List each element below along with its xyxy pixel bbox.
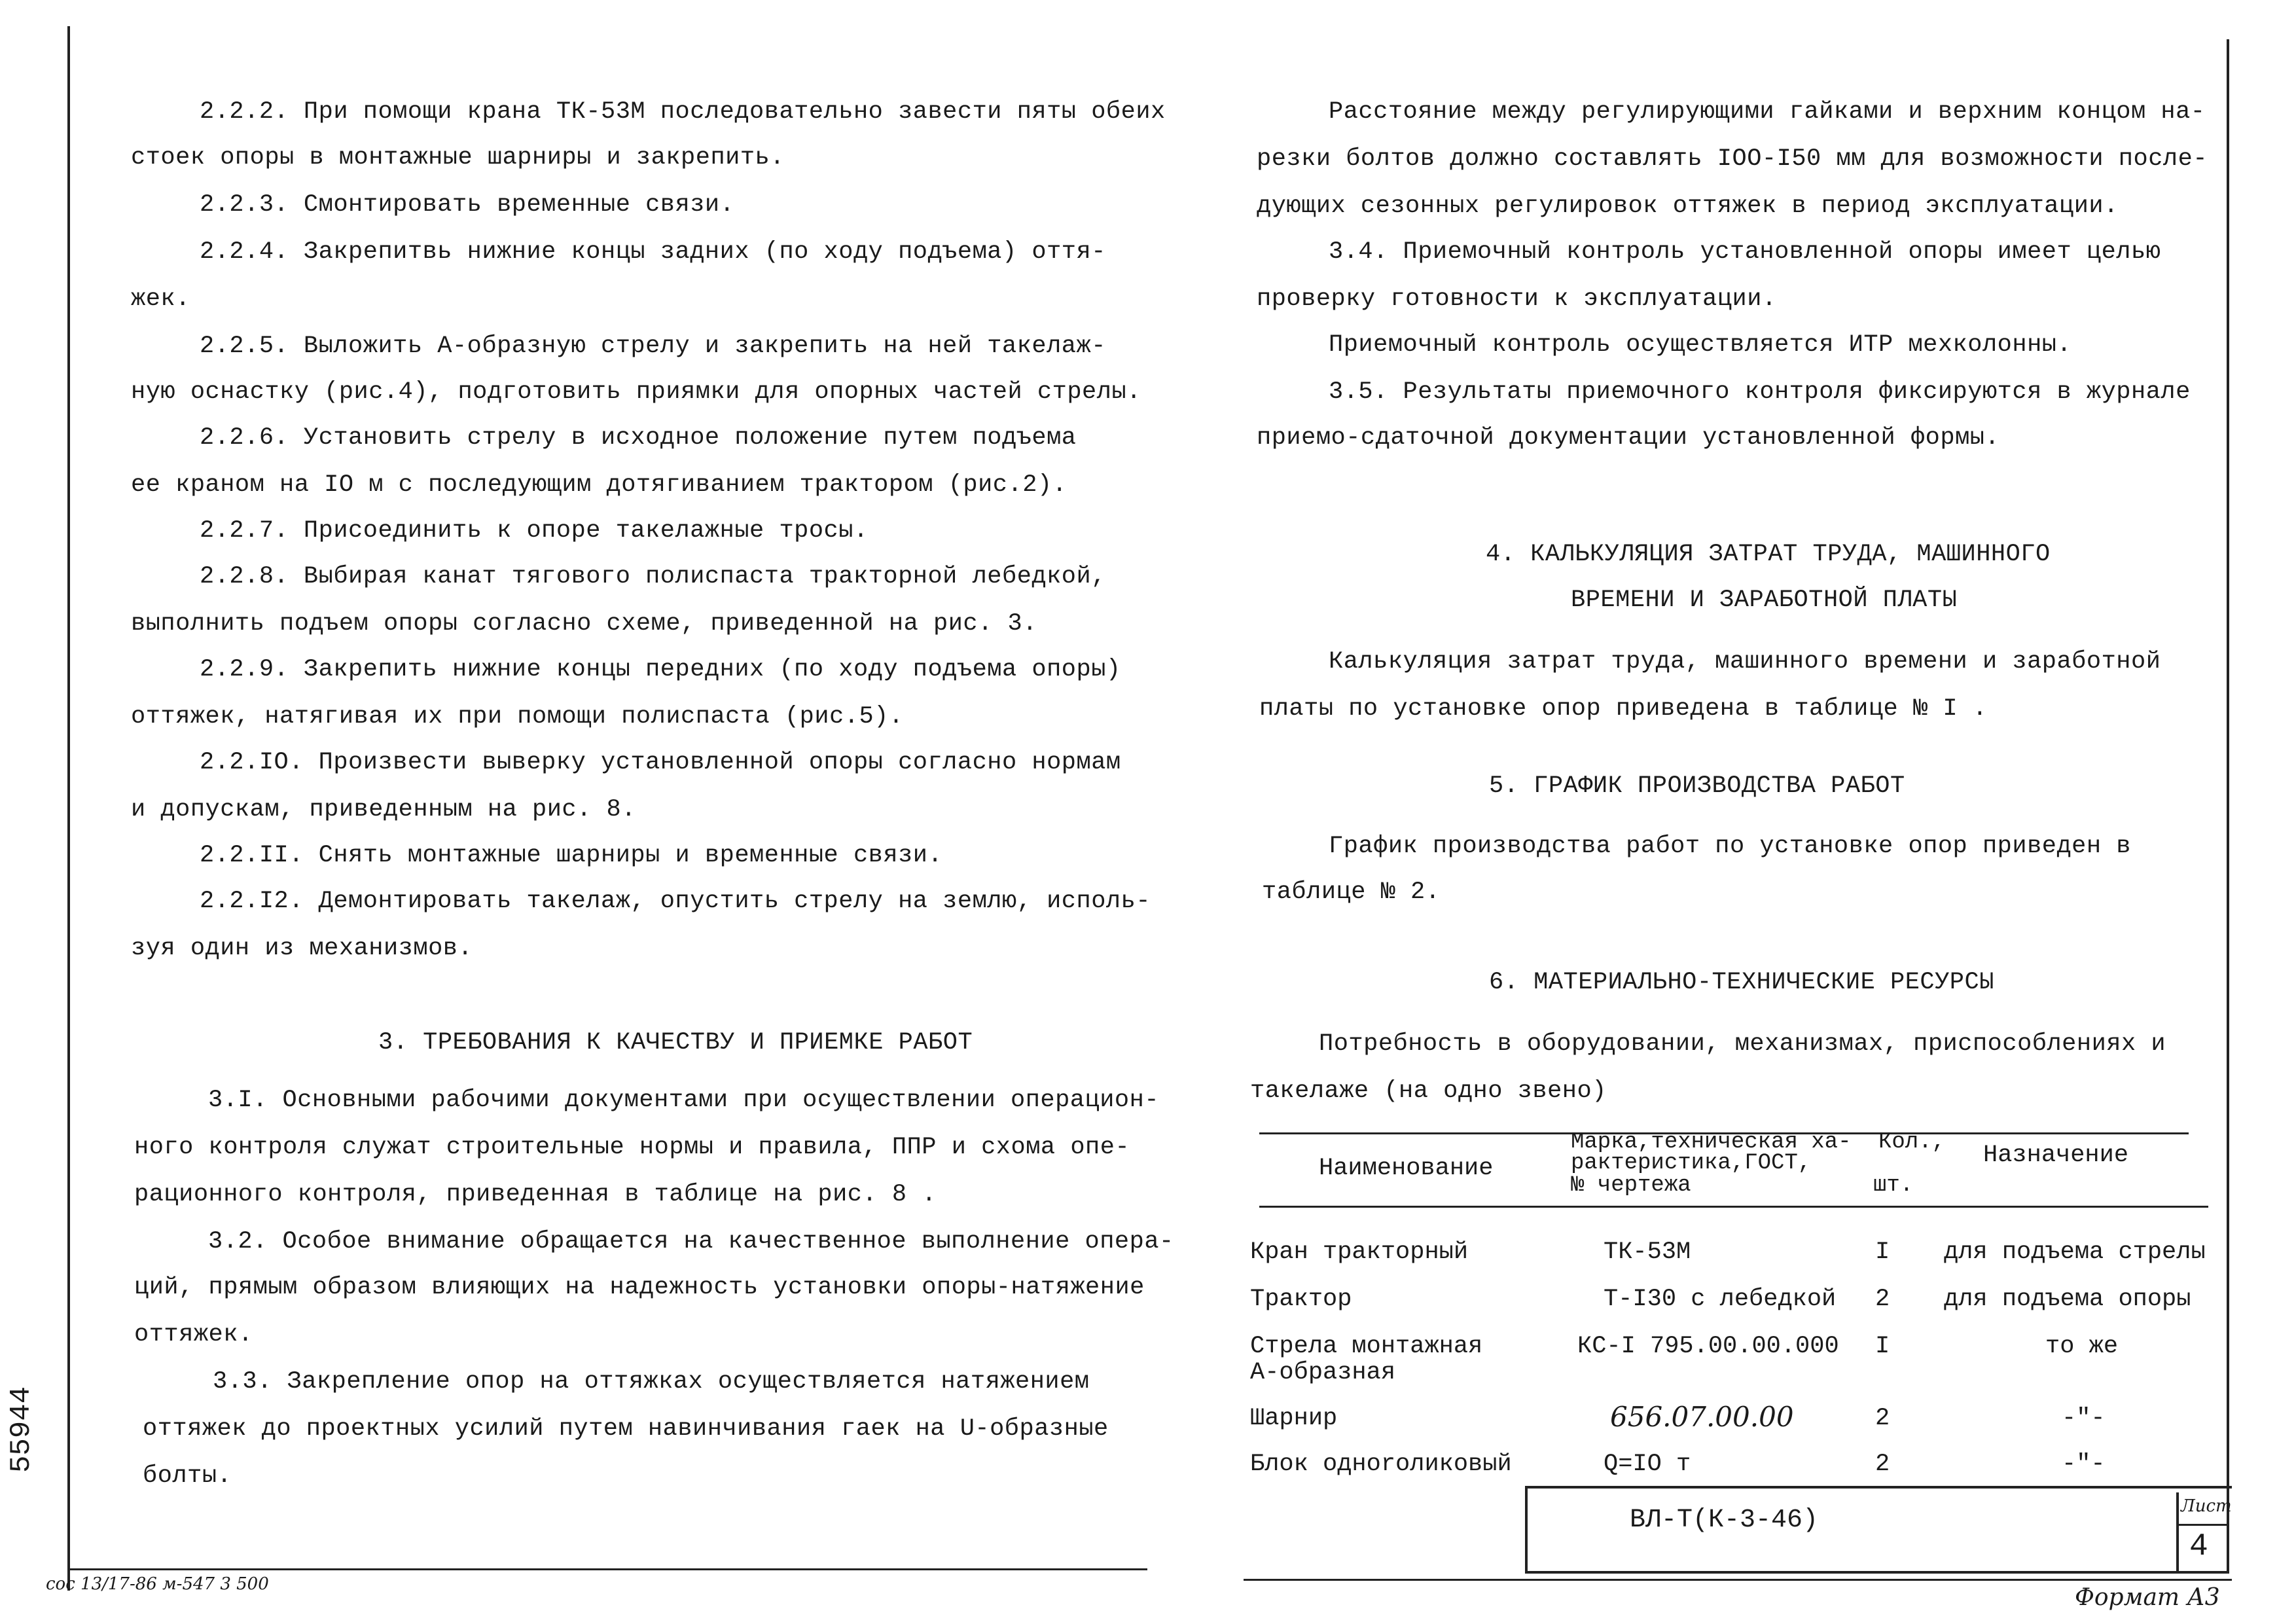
sheet-label: Лист bbox=[2181, 1496, 2232, 1516]
left-line-2: стоек опоры в монтажные шарниры и закрепить. bbox=[131, 144, 785, 171]
section-6-line-2: такелаже (на одно звено) bbox=[1250, 1077, 1607, 1105]
table-row-1-mark: ТК-53М bbox=[1604, 1238, 1691, 1266]
left-line-14: оттяжек, натягивая их при помощи полиспаста (рис.5). bbox=[131, 703, 904, 731]
section-3-line-7: 3.3. Закрепление опор на оттяжках осуществляется натяжением bbox=[213, 1368, 1090, 1396]
left-line-8: 2.2.6. Установить стрелу в исходное положение путем подъема bbox=[200, 424, 1077, 452]
right-line-8: приемо-сдаточной документации установленной формы. bbox=[1257, 424, 2000, 452]
table-row-2-qty: 2 bbox=[1875, 1286, 1890, 1313]
table-row-1-purpose: для подъема стрелы bbox=[1944, 1238, 2206, 1266]
left-line-11: 2.2.8. Выбирая канат тягового полиспаста тракторной лебедкой, bbox=[200, 563, 1106, 590]
section-3-line-1: 3.I. Основными рабочими документами при осуществлении операцион- bbox=[208, 1087, 1160, 1114]
table-row-4-name: Шарнир bbox=[1250, 1405, 1338, 1432]
left-line-13: 2.2.9. Закрепить нижние концы передних (по ходу подъема опоры) bbox=[200, 656, 1121, 683]
section-4-line-2: платы по установке опор приведена в таблице № I . bbox=[1259, 695, 1988, 723]
left-line-7: ную оснастку (рис.4), подготовить приямки для опорных частей стрелы. bbox=[131, 378, 1141, 406]
table-row-5-mark: Q=IO т bbox=[1604, 1451, 1691, 1478]
bottom-print-note bbox=[46, 1574, 269, 1594]
format-label: Формат А3 bbox=[2075, 1584, 2220, 1611]
left-line-16: и допускам, приведенным на рис. 8. bbox=[131, 796, 636, 823]
margin-archive-number-text: 55944 bbox=[5, 1386, 38, 1473]
table-header-qty-1: Кол., bbox=[1878, 1130, 1946, 1155]
section-3-line-6: оттяжек. bbox=[134, 1321, 253, 1348]
table-row-5-name: Блок одноroликовый bbox=[1250, 1451, 1512, 1478]
table-row-1-qty: I bbox=[1875, 1238, 1890, 1266]
table-header-mark-3: № чертежа bbox=[1571, 1173, 1691, 1198]
page-bottom-rule bbox=[1244, 1579, 2232, 1581]
left-line-19: зуя один из механизмов. bbox=[131, 935, 473, 962]
left-line-12: выполнить подъем опоры согласно схеме, приведенной на рис. 3. bbox=[131, 610, 1037, 638]
sheet-number: 4 bbox=[2189, 1529, 2208, 1564]
table-row-4-purpose: -"- bbox=[2062, 1405, 2106, 1432]
left-line-1: 2.2.2. При помощи крана ТК-53М последовательно завести пяты обеих bbox=[200, 98, 1166, 126]
section-3-line-8: оттяжек до проектных усилий путем навинчивания гаек на U-образные bbox=[143, 1415, 1109, 1443]
right-line-7: 3.5. Результаты приемочного контроля фиксируются в журнале bbox=[1329, 378, 2191, 406]
section-6-title: 6. МАТЕРИАЛЬНО-ТЕХНИЧЕСКИЕ РЕСУРСЫ bbox=[1489, 969, 1994, 996]
right-line-6: Приемочный контроль осуществляется ИТР мехколонны. bbox=[1329, 331, 2072, 359]
document-code: ВЛ-Т(К-3-46) bbox=[1630, 1506, 1819, 1535]
section-6-line-1: Потребность в оборудовании, механизмах, приспособлениях и bbox=[1319, 1030, 2166, 1058]
table-header-purpose: Назначение bbox=[1983, 1142, 2129, 1169]
left-line-4: 2.2.4. Закрепитвь нижние концы задних (по ходу подъема) оття- bbox=[200, 238, 1106, 266]
table-row-2-mark: Т-I30 с лебедкой bbox=[1604, 1286, 1837, 1313]
margin-archive-number bbox=[5, 1368, 45, 1473]
right-line-4: 3.4. Приемочный контроль установленной опоры имеет целью bbox=[1329, 238, 2161, 266]
right-frame-line bbox=[2227, 39, 2229, 1571]
table-row-4-qty: 2 bbox=[1875, 1405, 1890, 1432]
table-row-2-name: Трактор bbox=[1250, 1286, 1352, 1313]
left-line-15: 2.2.IO. Произвести выверку установленной опоры согласно нормам bbox=[200, 749, 1121, 776]
sheet-cell-divider bbox=[2176, 1492, 2179, 1571]
table-header-qty-2: шт. bbox=[1873, 1173, 1914, 1198]
right-line-2: резки болтов должно составлять IOO-I50 мм для возможности после- bbox=[1257, 145, 2208, 173]
table-row-3-qty: I bbox=[1875, 1333, 1890, 1360]
left-line-9: ее краном на IO м с последующим дотягиванием трактором (рис.2). bbox=[131, 471, 1067, 499]
left-bottom-line bbox=[67, 1568, 1147, 1570]
right-line-5: проверку готовности к эксплуатации. bbox=[1257, 285, 1777, 313]
table-header-rule bbox=[1259, 1206, 2208, 1208]
left-line-6: 2.2.5. Выложить А-образную стрелу и закрепить на ней такелаж- bbox=[200, 333, 1106, 360]
title-block-bottom-rule bbox=[1525, 1571, 2229, 1574]
section-3-line-3: рационного контроля, приведенная в таблице на рис. 8 . bbox=[134, 1181, 937, 1208]
section-5-line-2: таблице № 2. bbox=[1262, 878, 1441, 906]
table-row-3-purpose: то же bbox=[2045, 1333, 2119, 1360]
section-4-title-line-1: 4. КАЛЬКУЛЯЦИЯ ЗАТРАТ ТРУДА, МАШИННОГО bbox=[1486, 541, 2051, 568]
left-border-line bbox=[67, 26, 70, 1591]
section-5-line-1: График производства работ по установке опор приведен в bbox=[1329, 833, 2131, 860]
left-line-5: жек. bbox=[131, 285, 190, 313]
section-3-line-9: болты. bbox=[143, 1462, 232, 1490]
section-3-title: 3. ТРЕБОВАНИЯ К КАЧЕСТВУ И ПРИЕМКЕ РАБОТ bbox=[378, 1029, 973, 1056]
table-row-5-qty: 2 bbox=[1875, 1451, 1890, 1478]
table-header-mark-1: Марка,техническая ха- bbox=[1571, 1130, 1852, 1155]
section-5-title: 5. ГРАФИК ПРОИЗВОДСТВА РАБОТ bbox=[1489, 772, 1905, 800]
right-line-1: Расстояние между регулирующими гайками и верхним концом на- bbox=[1329, 98, 2206, 126]
left-line-3: 2.2.3. Смонтировать временные связи. bbox=[200, 191, 735, 219]
table-row-4-mark: 656.07.00.00 bbox=[1610, 1401, 1794, 1433]
table-row-3-mark: КС-I 795.00.00.000 bbox=[1577, 1333, 1839, 1360]
table-row-3-name-2: А-образная bbox=[1250, 1359, 1396, 1386]
table-header-mark-2: рактеристика,ГОСТ, bbox=[1571, 1151, 1812, 1176]
table-row-5-purpose: -"- bbox=[2062, 1451, 2106, 1478]
table-row-3-name: Стрела монтажная bbox=[1250, 1333, 1483, 1360]
section-3-line-4: 3.2. Особое внимание обращается на качественное выполнение опера- bbox=[208, 1228, 1174, 1255]
right-line-3: дующих сезонных регулировок оттяжек в период эксплуатации. bbox=[1257, 192, 2119, 220]
section-3-line-2: ного контроля служат строительные нормы и правила, ППР и схома опе- bbox=[134, 1134, 1130, 1161]
left-line-10: 2.2.7. Присоединить к опоре такелажные тросы. bbox=[200, 517, 869, 545]
table-row-1-name: Кран тракторный bbox=[1250, 1238, 1469, 1266]
left-line-18: 2.2.I2. Демонтировать такелаж, опустить стрелу на землю, исполь- bbox=[200, 888, 1151, 915]
table-header-name: Наименование bbox=[1319, 1155, 1494, 1182]
section-4-title-line-2: ВРЕМЕНИ И ЗАРАБОТНОЙ ПЛАТЫ bbox=[1571, 586, 1958, 614]
section-3-line-5: ций, прямым образом влияющих на надежность установки опоры-натяжение bbox=[134, 1274, 1145, 1301]
left-line-17: 2.2.II. Снять монтажные шарниры и временные связи. bbox=[200, 842, 943, 869]
section-4-line-1: Калькуляция затрат труда, машинного времени и заработной bbox=[1329, 648, 2161, 676]
sheet-cell-mid-rule bbox=[2176, 1524, 2229, 1526]
bottom-print-note-text: сос 13/17-86 м-547 3 500 bbox=[46, 1574, 269, 1594]
table-row-2-purpose: для подъема опоры bbox=[1944, 1286, 2191, 1313]
